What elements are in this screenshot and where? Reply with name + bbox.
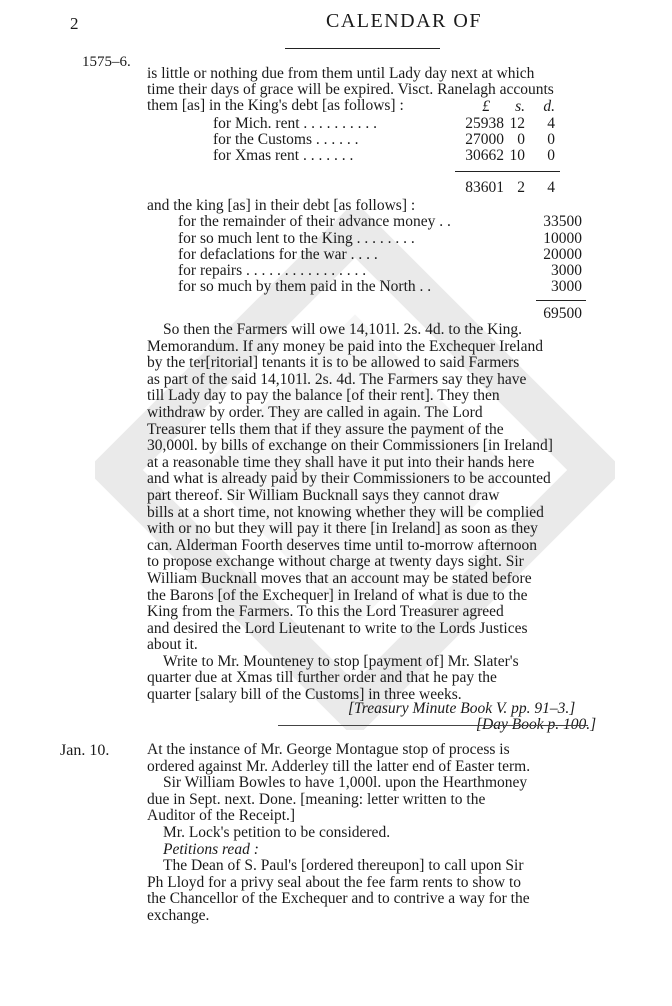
header-rule [285, 48, 440, 49]
total-shillings: 2 [517, 179, 525, 196]
amount-pounds: 25938 [465, 115, 504, 132]
text-line: Ph Lloyd for a privy seal about the fee farm rents to show to [147, 874, 522, 891]
amount-pence: 0 [547, 147, 555, 164]
text-line: ordered against Mr. Adderley till the latter end of Easter term. [147, 758, 531, 775]
source-reference: [Day Book p. 100.] [476, 716, 597, 733]
text-line: them [as] in the King's debt [as follows] : [147, 98, 404, 115]
text-line: and what is already paid by their Commissioners to be accounted [147, 471, 551, 488]
text-line: Mr. Lock's petition to be considered. [163, 824, 391, 841]
entry-date: 1575–6. [82, 54, 131, 70]
pence-header: d. [543, 98, 555, 115]
account-item-label: for so much by them paid in the North . . [178, 278, 432, 295]
account-item-amount: 10000 [543, 230, 582, 247]
page-number: 2 [70, 14, 79, 33]
text-line: Auditor of the Receipt.] [147, 808, 296, 825]
text-line: Petitions read : [163, 841, 259, 858]
account-item-label: for repairs . . . . . . . . . . . . . . . . [178, 262, 367, 279]
source-reference: [Treasury Minute Book V. pp. 91–3.] [348, 700, 576, 717]
text-line: part thereof. Sir William Bucknall says they cannot draw [147, 487, 500, 504]
amount-pounds: 30662 [465, 147, 504, 164]
text-line: quarter [salary bill of the Customs] in three weeks. [147, 687, 462, 704]
text-line: by the ter[ritorial] tenants it is to be allowed to said Farmers [147, 355, 520, 372]
text-line: the Chancellor of the Exchequer and to contrive a way for the [147, 891, 530, 908]
amount-pounds: 27000 [465, 131, 504, 148]
pounds-header: £ [482, 98, 490, 115]
account-item-label: for defaclations for the war . . . . [178, 246, 378, 263]
text-line: The Dean of S. Paul's [ordered thereupon] to call upon Sir [163, 858, 524, 875]
text-line: with or no but they will pay it there [in Ireland] as soon as they [147, 521, 538, 538]
text-line: quarter due at Xmas till further order and that he pay the [147, 670, 497, 687]
text-line: 30,000l. by bills of exchange on their Commissioners [in Ireland] [147, 438, 553, 455]
shillings-header: s. [515, 98, 525, 115]
text-line: to propose exchange without charge at twenty days sight. Sir [147, 554, 524, 571]
total-pence: 4 [547, 179, 555, 196]
text-line: and desired the Lord Lieutenant to write to the Lords Justices [147, 620, 528, 637]
text-line: bills at a short time, not knowing whether they will be complied [147, 504, 544, 521]
minute-paragraph [147, 322, 612, 704]
text-line: Sir William Bowles to have 1,000l. upon the Hearthmoney [163, 775, 528, 792]
amount-shillings: 10 [509, 147, 525, 164]
text-line: as part of the said 14,101l. 2s. 4d. The Farmers say they have [147, 371, 527, 388]
account-item-label: for Xmas rent . . . . . . . [213, 147, 354, 164]
text-line: At the instance of Mr. George Montague stop of process is [147, 742, 510, 758]
text-line: withdraw by order. They are called in again. The Lord [147, 404, 483, 421]
text-line: can. Alderman Foorth deserves time until to-morrow afternoon [147, 537, 537, 554]
text-line: till Lady day to pay the balance [of their rent]. They then [147, 388, 500, 405]
their-debt-total: 69500 [543, 305, 582, 322]
text-line: Memorandum. If any money be paid into the Exchequer Ireland [147, 338, 543, 355]
running-title: CALENDAR OF [326, 10, 482, 32]
account-item-label: for the Customs . . . . . . [213, 131, 359, 148]
text-line: Treasurer tells them that if they assure the payment of the [147, 421, 504, 438]
text-line: the Barons [of the Exchequer] in Ireland of what is due to the [147, 587, 528, 604]
entry-separator [278, 725, 588, 726]
text-line: King from the Farmers. To this the Lord Treasurer agreed [147, 604, 504, 621]
account-item-amount: 3000 [551, 278, 582, 295]
amount-shillings: 0 [517, 131, 525, 148]
account-item-label: for so much lent to the King . . . . . . . . [178, 230, 415, 247]
text-line: at a reasonable time they shall have it put into their hands here [147, 454, 535, 471]
text-line: William Bucknall moves that an account may be stated before [147, 570, 532, 587]
total-pounds: 83601 [465, 179, 504, 196]
total-rule [455, 171, 560, 172]
text-line: So then the Farmers will owe 14,101l. 2s. 4d. to the King. [163, 322, 523, 338]
amount-shillings: 12 [509, 115, 525, 132]
text-line: is little or nothing due from them until Lady day next at which [147, 66, 535, 82]
account-item-label: for Mich. rent . . . . . . . . . . [213, 115, 378, 132]
text-line: time their days of grace will be expired. Visct. Ranelagh accounts [147, 82, 554, 99]
text-line: about it. [147, 637, 198, 654]
account-item-amount: 20000 [543, 246, 582, 263]
entry-date: Jan. 10. [60, 742, 110, 759]
account-item-label: for the remainder of their advance money . . [178, 213, 451, 230]
text-line: Write to Mr. Mounteney to stop [payment of] Mr. Slater's [163, 653, 519, 670]
entry2-text [147, 742, 612, 925]
amount-pence: 0 [547, 131, 555, 148]
their-debt-intro: and the king [as] in their debt [as follows] : [147, 197, 416, 214]
amount-pence: 4 [547, 115, 555, 132]
text-line: due in Sept. next. Done. [meaning: letter written to the [147, 791, 486, 808]
account-item-amount: 3000 [551, 262, 582, 279]
account-item-amount: 33500 [543, 213, 582, 230]
total-rule [536, 300, 586, 301]
text-line: exchange. [147, 907, 210, 924]
